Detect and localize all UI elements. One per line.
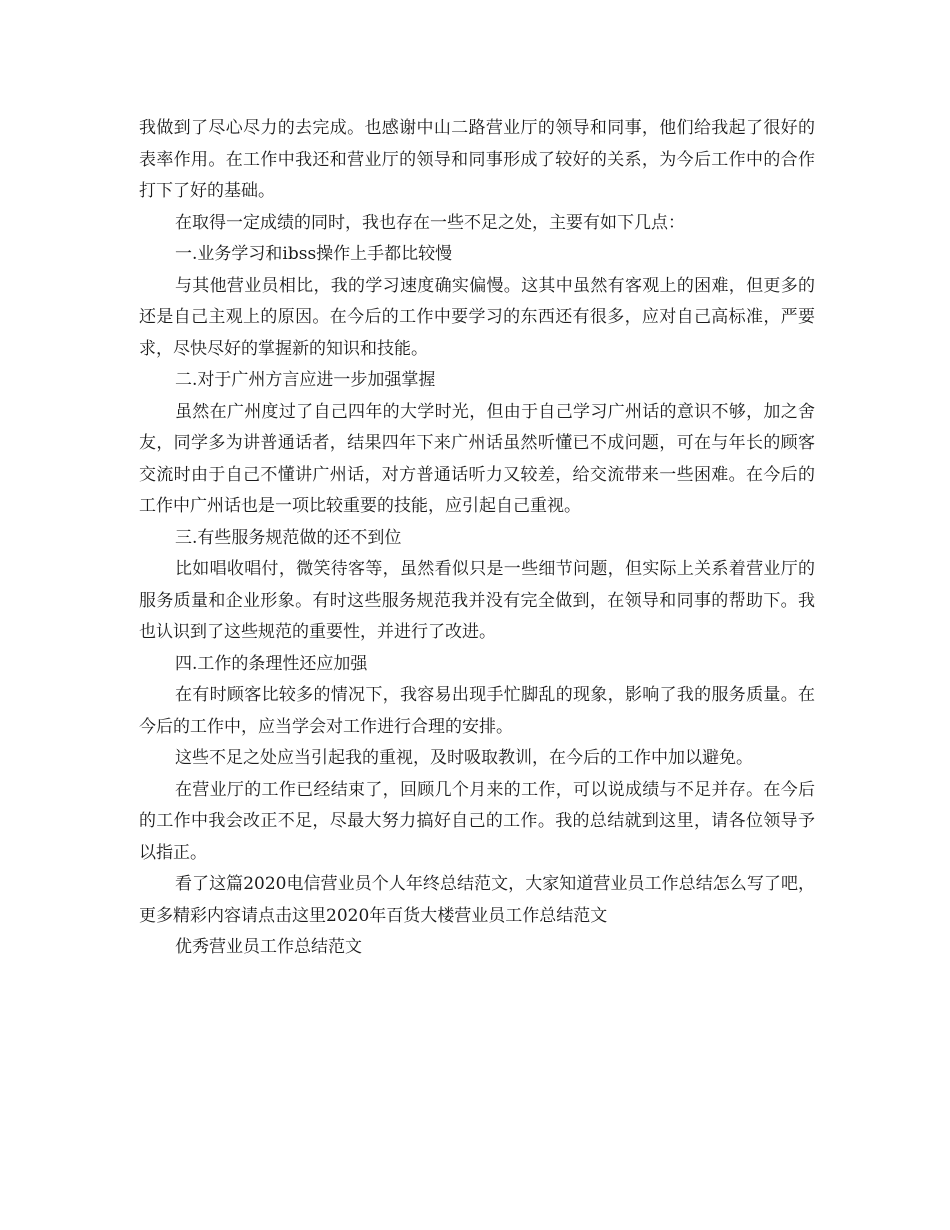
section-heading: 一.业务学习和ibss操作上手都比较慢	[175, 244, 453, 264]
paragraph: 看了这篇2020电信营业员个人年终总结范文，大家知道营业员工作总结怎么写了吧，更多精彩内容请点击这里2020年百货大楼营业员工作总结范文	[139, 874, 815, 926]
paragraph: 这些不足之处应当引起我的重视，及时吸取教训，在今后的工作中加以避免。	[175, 748, 753, 768]
paragraph: 在取得一定成绩的同时，我也存在一些不足之处，主要有如下几点：	[175, 212, 685, 233]
section-heading: 二.对于广州方言应进一步加强掌握	[175, 370, 436, 390]
section-heading: 四.工作的条理性还应加强	[175, 653, 368, 674]
document-body	[139, 113, 815, 964]
paragraph: 在营业厅的工作已经结束了，回顾几个月来的工作，可以说成绩与不足并存。在今后的工作中我会改正不足，尽最大努力搞好自己的工作。我的总结就到这里，请各位领导予以指正。	[139, 779, 815, 863]
paragraph: 在有时顾客比较多的情况下，我容易出现手忙脚乱的现象，影响了我的服务质量。在今后的工作中，应当学会对工作进行合理的安排。	[139, 685, 815, 737]
paragraph: 虽然在广州度过了自己四年的大学时光，但由于自己学习广州话的意识不够，加之舍友，同学多为讲普通话者，结果四年下来广州话虽然听懂已不成问题，可在与年长的顾客交流时由于自己不懂讲广州话，对方普通话听力又较差，给交流带来一些困难。在今后的工作中广州话也是一项比较重要的技能，应引起自己重视。	[139, 401, 815, 516]
paragraph: 比如唱收唱付，微笑待客等，虽然看似只是一些细节问题，但实际上关系着营业厅的服务质量和企业形象。有时这些服务规范我并没有完全做到，在领导和同事的帮助下。我也认识到了这些规范的重要性，并进行了改进。	[139, 559, 815, 642]
paragraph: 与其他营业员相比，我的学习速度确实偏慢。这其中虽然有客观上的困难，但更多的还是自己主观上的原因。在今后的工作中要学习的东西还有很多，应对自己高标准，严要求，尽快尽好的掌握新的知识和技能。	[139, 275, 815, 359]
paragraph: 我做到了尽心尽力的去完成。也感谢中山二路营业厅的领导和同事，他们给我起了很好的表率作用。在工作中我还和营业厅的领导和同事形成了较好的关系，为今后工作中的合作打下了好的基础。	[139, 118, 815, 201]
section-heading: 三.有些服务规范做的还不到位	[175, 527, 402, 548]
paragraph: 优秀营业员工作总结范文	[175, 937, 362, 957]
